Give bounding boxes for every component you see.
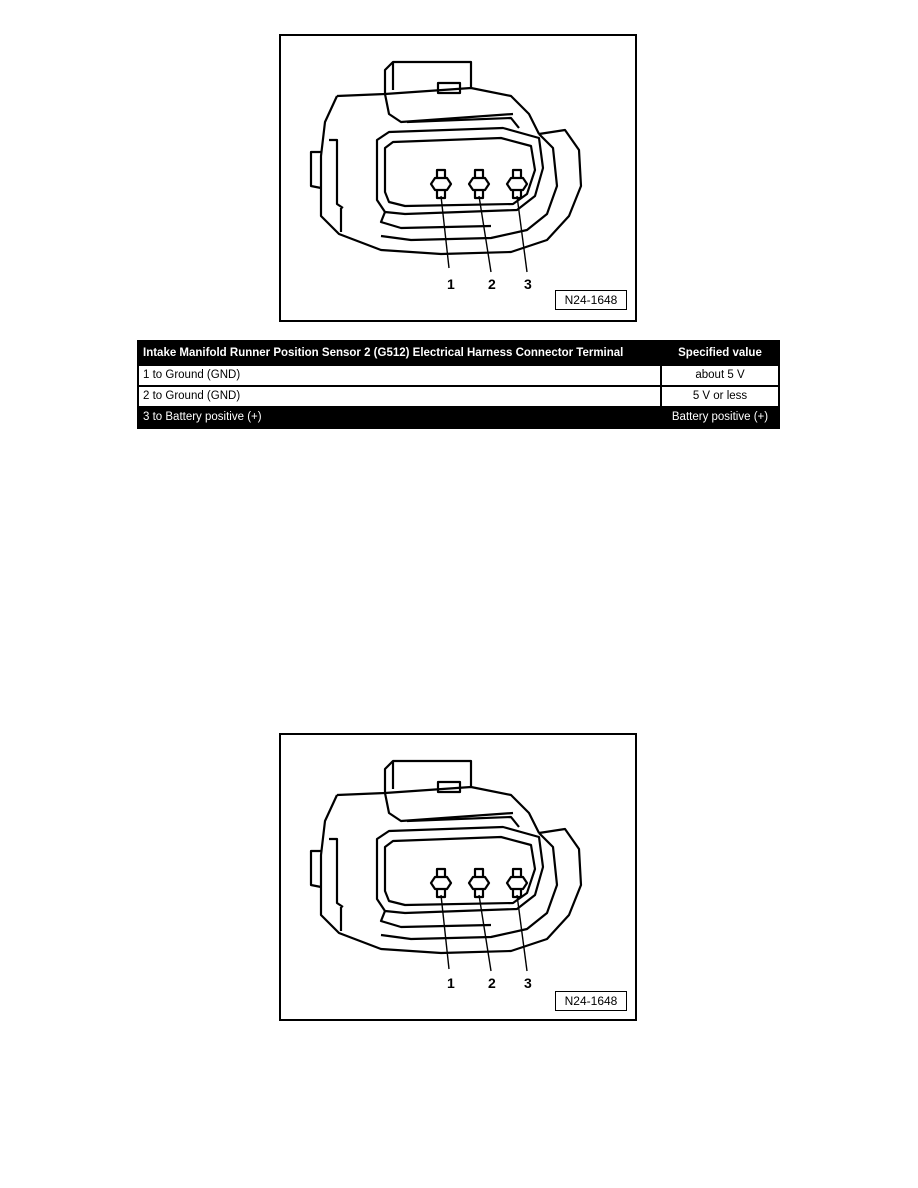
table-row xyxy=(138,386,779,407)
callout-2: 2 xyxy=(488,276,496,292)
connector-figure-bottom xyxy=(279,733,637,1021)
connector-figure-top xyxy=(279,34,637,322)
value-cell: about 5 V xyxy=(661,365,779,386)
connector-drawing xyxy=(281,36,635,320)
table-header-row xyxy=(138,341,779,365)
table-row xyxy=(138,365,779,386)
figure-id-label: N24-1648 xyxy=(555,991,627,1011)
terminal-cell: 3 to Battery positive (+) xyxy=(138,407,661,428)
spec-table xyxy=(137,340,780,429)
callout-3: 3 xyxy=(524,276,532,292)
header-terminal: Intake Manifold Runner Position Sensor 2 (G512) Electrical Harness Connector Terminal xyxy=(138,341,661,365)
callout-3: 3 xyxy=(524,975,532,991)
callout-1: 1 xyxy=(447,975,455,991)
figure-id-label: N24-1648 xyxy=(555,290,627,310)
value-cell: 5 V or less xyxy=(661,386,779,407)
terminal-cell: 2 to Ground (GND) xyxy=(138,386,661,407)
value-cell: Battery positive (+) xyxy=(661,407,779,428)
callout-2: 2 xyxy=(488,975,496,991)
connector-drawing xyxy=(281,735,635,1019)
terminal-cell: 1 to Ground (GND) xyxy=(138,365,661,386)
callout-1: 1 xyxy=(447,276,455,292)
header-specified-value: Specified value xyxy=(661,341,779,365)
table-row xyxy=(138,407,779,428)
